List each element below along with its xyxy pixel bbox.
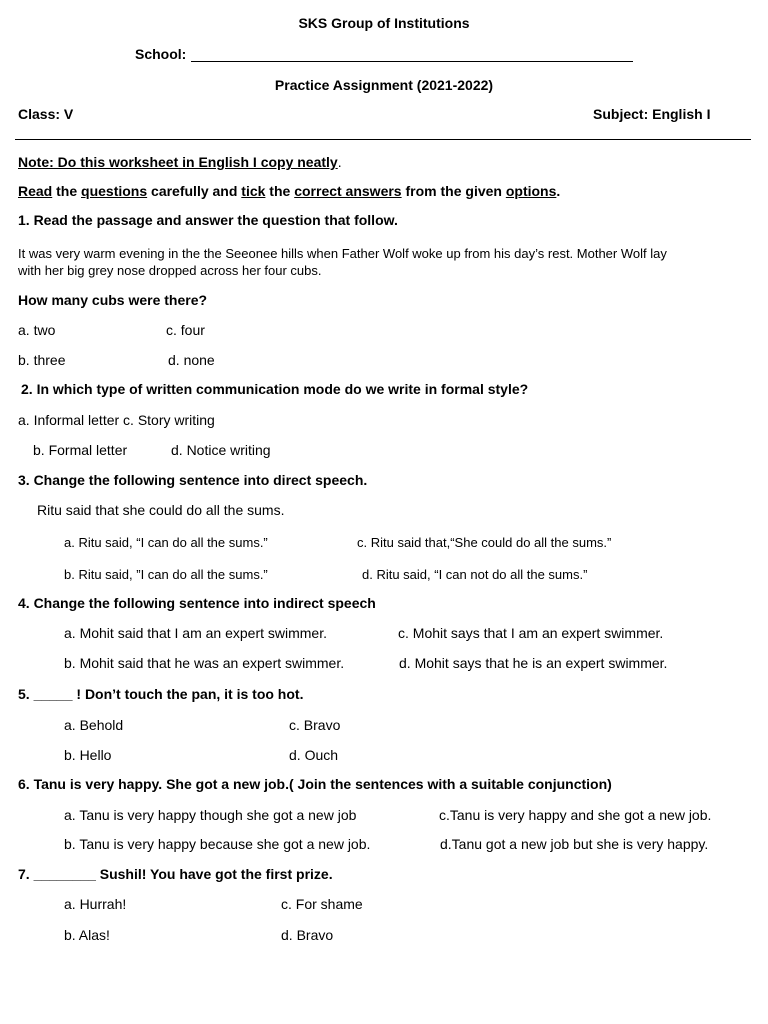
instruction-text: the (265, 183, 295, 199)
q7-option-d[interactable]: d. Bravo (281, 927, 334, 943)
question-4-title: 4. Change the following sentence into indirect speech (18, 595, 376, 611)
q2-option-b[interactable]: b. Formal letter (33, 442, 128, 458)
header-divider (15, 139, 751, 140)
note-period: . (337, 154, 342, 170)
q2-option-d[interactable]: d. Notice writing (171, 442, 271, 458)
q7-option-b[interactable]: b. Alas! (64, 927, 110, 943)
school-label: School: (135, 46, 187, 62)
question-2-title: 2. In which type of written communication mode do we write in formal style? (21, 381, 529, 397)
question-7-title: 7. ________ Sushil! You have got the first prize. (18, 866, 333, 882)
instruction-text: the (52, 183, 82, 199)
q1-option-b[interactable]: b. three (18, 352, 66, 368)
q5-option-b[interactable]: b. Hello (64, 747, 112, 763)
note (18, 154, 342, 171)
passage-line-1: It was very warm evening in the the Seeonee hills when Father Wolf woke up from his day’s rest. Mother Wolf lay (18, 246, 667, 261)
question-6-title: 6. Tanu is very happy. She got a new job.( Join the sentences with a suitable conjunction) (18, 776, 612, 792)
instruction (18, 183, 560, 200)
subject-label: Subject: English I (593, 106, 711, 122)
institution-title: SKS Group of Institutions (298, 15, 470, 31)
instruction-text: carefully and (147, 183, 242, 199)
q6-option-d[interactable]: d.Tanu got a new job but she is very happy. (440, 836, 709, 852)
instruction-options: options (505, 183, 557, 199)
q4-option-a[interactable]: a. Mohit said that I am an expert swimmer. (64, 625, 327, 641)
q2-options-a-c[interactable]: a. Informal letter c. Story writing (18, 412, 215, 428)
q5-option-d[interactable]: d. Ouch (289, 747, 339, 763)
instruction-text: from the given (401, 183, 506, 199)
q3-sentence: Ritu said that she could do all the sums. (37, 502, 285, 518)
class-label: Class: V (18, 106, 74, 122)
q6-option-b[interactable]: b. Tanu is very happy because she got a new job. (64, 836, 371, 852)
q3-option-d[interactable]: d. Ritu said, “I can not do all the sums.” (362, 567, 588, 582)
question-1-title: 1. Read the passage and answer the question that follow. (18, 212, 398, 228)
assignment-title: Practice Assignment (2021-2022) (274, 77, 494, 93)
q5-option-c[interactable]: c. Bravo (289, 717, 341, 733)
instruction-read: Read (18, 183, 53, 199)
q3-option-c[interactable]: c. Ritu said that,“She could do all the sums.” (357, 535, 612, 550)
q3-option-a[interactable]: a. Ritu said, “I can do all the sums.” (64, 535, 268, 550)
question-5-title: 5. _____ ! Don’t touch the pan, it is too hot. (18, 686, 304, 702)
q6-option-c[interactable]: c.Tanu is very happy and she got a new job. (439, 807, 712, 823)
school-blank-line (191, 61, 633, 62)
q3-option-b[interactable]: b. Ritu said, ”I can do all the sums.” (64, 567, 268, 582)
q1-option-d[interactable]: d. none (168, 352, 215, 368)
question-1-prompt: How many cubs were there? (18, 292, 208, 308)
q1-option-c[interactable]: c. four (166, 322, 205, 338)
question-3-title: 3. Change the following sentence into direct speech. (18, 472, 368, 488)
q6-option-a[interactable]: a. Tanu is very happy though she got a new job (64, 807, 357, 823)
q4-option-c[interactable]: c. Mohit says that I am an expert swimmer. (398, 625, 664, 641)
q7-option-a[interactable]: a. Hurrah! (64, 896, 127, 912)
passage-line-2: with her big grey nose dropped across her four cubs. (18, 263, 322, 278)
q4-option-b[interactable]: b. Mohit said that he was an expert swimmer. (64, 655, 345, 671)
q7-option-c[interactable]: c. For shame (281, 896, 363, 912)
instruction-tick: tick (241, 183, 266, 199)
q1-option-a[interactable]: a. two (18, 322, 56, 338)
note-text: Note: Do this worksheet in English I copy neatly (18, 154, 338, 170)
instruction-questions: questions (81, 183, 148, 199)
q5-option-a[interactable]: a. Behold (64, 717, 124, 733)
instruction-correct-answers: correct answers (294, 183, 402, 199)
q4-option-d[interactable]: d. Mohit says that he is an expert swimmer. (399, 655, 668, 671)
instruction-text: . (556, 183, 561, 199)
